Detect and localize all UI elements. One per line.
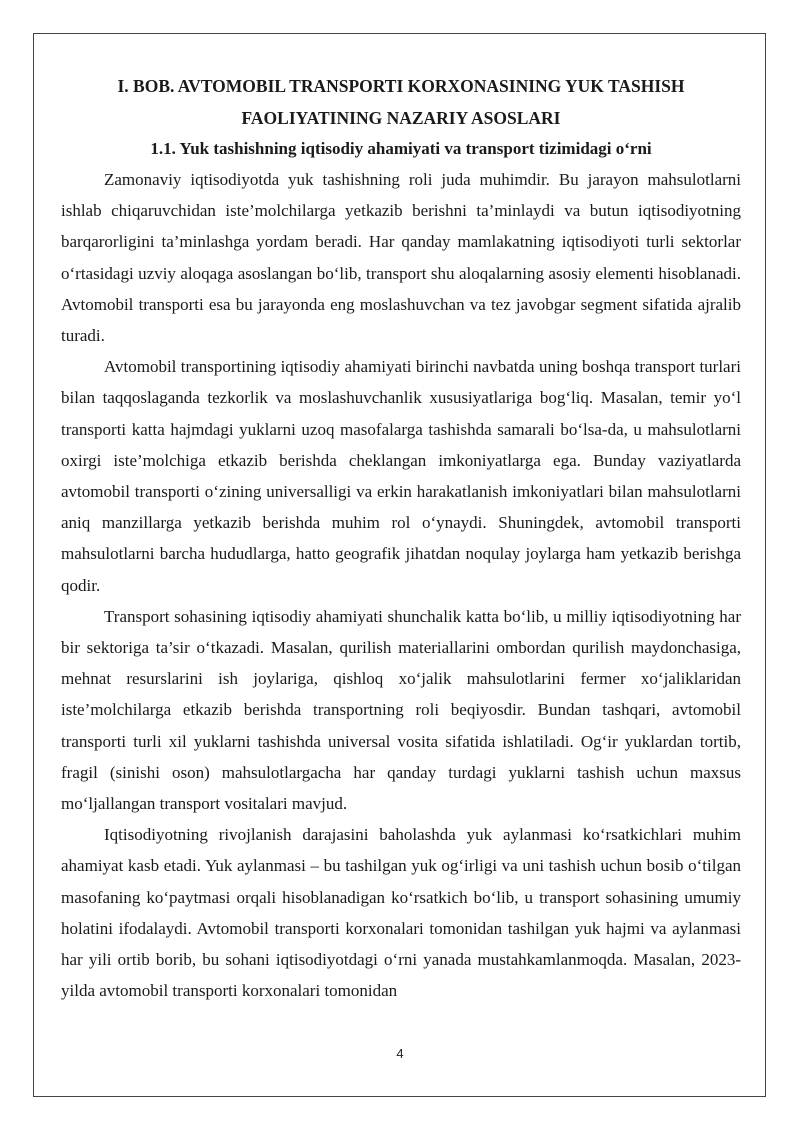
chapter-title-line-2: FAOLIYATINING NAZARIY ASOSLARI <box>241 108 561 128</box>
chapter-title <box>61 70 741 134</box>
page-number: 4 <box>396 1046 404 1061</box>
section-title: 1.1. Yuk tashishning iqtisodiy ahamiyati va transport tizimidagi o‘rni <box>150 139 652 158</box>
paragraph-3: Transport sohasining iqtisodiy ahamiyati shunchalik katta bo‘lib, u milliy iqtisodiyotning har bir sektoriga ta’sir o‘tkazadi. Masalan, qurilish materiallarini ombordan qurilish maydonchasiga, mehnat resurslarini ish joylariga, qishloq xo‘jalik mahsulotlarini fermer xo‘jaliklaridan iste’molchilarga etkazib berishda transportning roli beqiyosdir. Bundan tashqari, avtomobil transporti turli xil yuklarni tashishda universal vosita sifatida ishlatiladi. Og‘ir yuklardan tortib, fragil (sinishi oson) mahsulotlargacha har qanday turdagi yuklarni tashish uchun maxsus mo‘ljallangan transport vositalari mavjud. <box>61 606 741 814</box>
paragraph-4: Iqtisodiyotning rivojlanish darajasini baholashda yuk aylanmasi ko‘rsatkichlari muhim ahamiyat kasb etadi. Yuk aylanmasi – bu tashilgan yuk og‘irligi va uni tashish uchun bosib o‘tilgan masofaning ko‘paytmasi orqali hisoblanadigan ko‘rsatkich bo‘lib, u transport sohasining umumiy holatini ifodalaydi. Avtomobil transporti korxonalari tomonidan tashilgan yuk hajmi va aylanmasi har yili ortib borib, bu sohani iqtisodiyotdagi o‘rni yanada mustahkamlanmoqda. Masalan, 2023-yilda avtomobil transporti korxonalari tomonidan <box>61 825 741 1001</box>
paragraph-2: Avtomobil transportining iqtisodiy ahamiyati birinchi navbatda uning boshqa transport turlari bilan taqqoslaganda tezkorlik va moslashuvchanlik xususiyatlariga bog‘liq. Masalan, temir yo‘l transporti katta hajmdagi yuklarni uzoq masofalarga tashishda samarali bo‘lsa-da, u mahsulotlarni oxirgi iste’molchiga etkazib berishda cheklangan imkoniyatlarga ega. Bunday vaziyatlarda avtomobil transporti o‘zining universalligi va erkin harakatlanish imkoniyatlari bilan mahsulotlarni aniq manzillarga yetkazib berishda muhim rol o‘ynaydi. Shuningdek, avtomobil transporti mahsulotlarni barcha hududlarga, hatto geografik jihatdan noqulay joylarga ham yetkazib berishga qodir. <box>61 357 741 595</box>
chapter-title-line-1: I. BOB. AVTOMOBIL TRANSPORTI KORXONASINING YUK TASHISH <box>117 76 685 96</box>
document-body <box>61 70 741 1006</box>
paragraph-1: Zamonaviy iqtisodiyotda yuk tashishning roli juda muhimdir. Bu jarayon mahsulotlarni ishlab chiqaruvchidan iste’molchilarga yetkazib berishni ta’minlaydi va butun iqtisodiyotning barqarorligini ta’minlashga yordam beradi. Har qanday mamlakatning iqtisodiyoti turli sektorlar o‘rtasidagi uzviy aloqaga asoslangan bo‘lib, transport shu aloqalarning asosiy elementi hisoblanadi. Avtomobil transporti esa bu jarayonda eng moslashuvchan va tez javobgar segment sifatida ajralib turadi. <box>61 170 741 346</box>
